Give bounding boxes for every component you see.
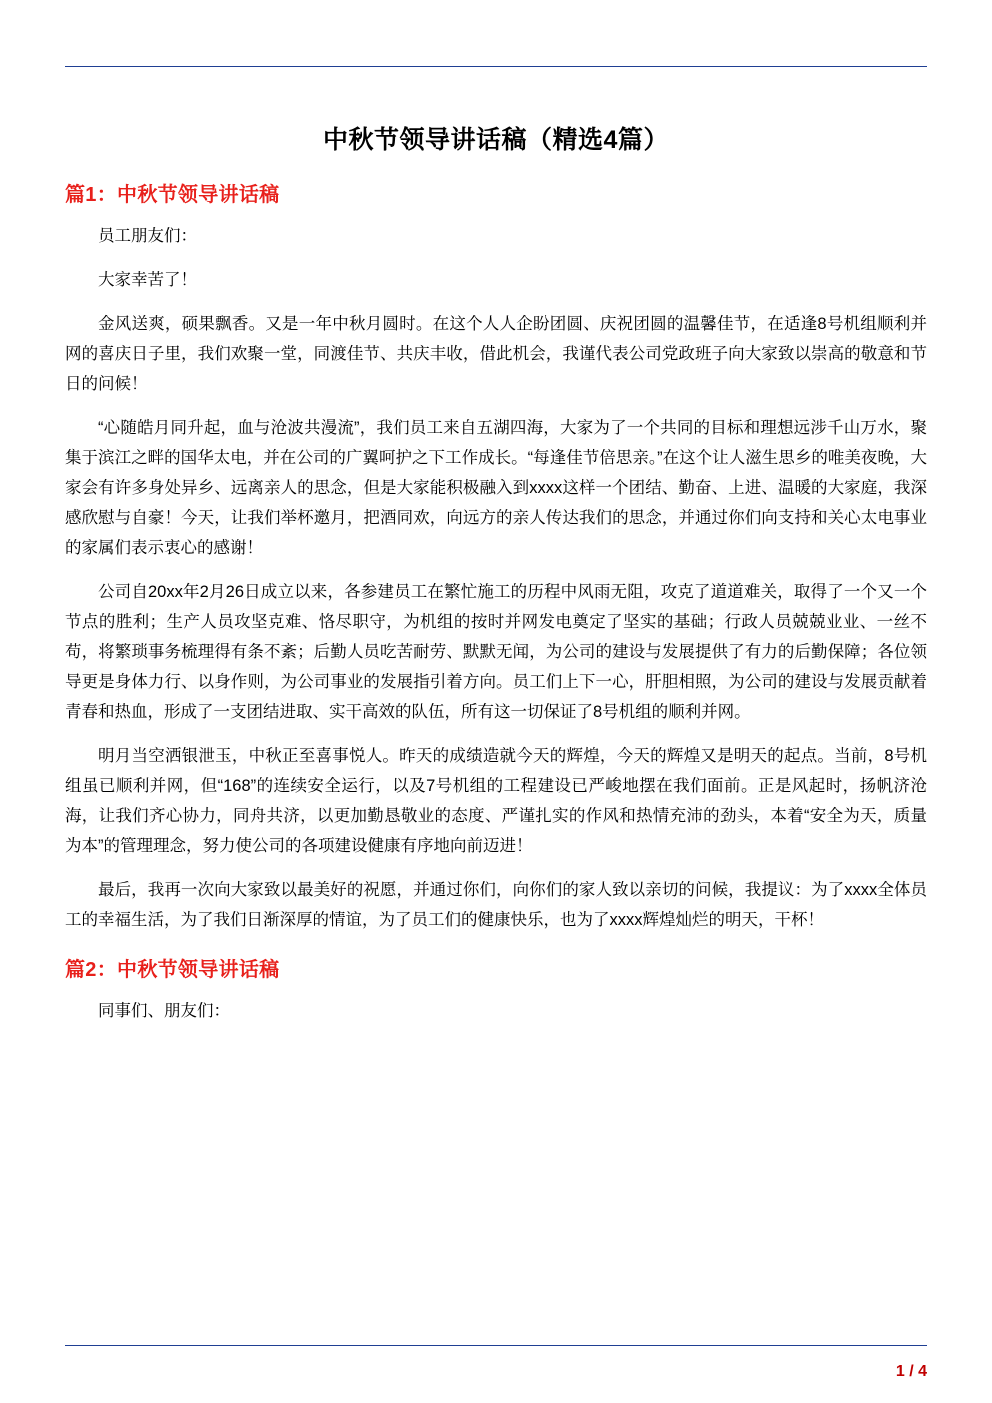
footer-divider	[65, 1345, 927, 1346]
section-heading-1: 篇1：中秋节领导讲话稿	[65, 184, 280, 206]
paragraph: 大家幸苦了！	[98, 271, 197, 289]
paragraph: “心随皓月同升起，血与沧波共漫流”，我们员工来自五湖四海，大家为了一个共同的目标和理想远涉千山万水，聚集于滨江之畔的国华太电，并在公司的广翼呵护之下工作成长。“每逢佳节倍思亲。”在这个让人滋生思乡的唯美夜晚，大家会有许多身处异乡、远离亲人的思念，但是大家能积极融入到xxxx这样一个团结、勤奋、上进、温暖的大家庭，我深感欣慰与自豪！今天，让我们举杯邀月，把酒同欢，向远方的亲人传达我们的思念，并通过你们向支持和关心太电事业的家属们表示衷心的感谢！	[65, 419, 927, 557]
document-content	[65, 104, 927, 1040]
paragraph: 最后，我再一次向大家致以最美好的祝愿，并通过你们，向你们的家人致以亲切的问候，我提议：为了xxxx全体员工的幸福生活，为了我们日渐深厚的情谊，为了员工们的健康快乐，也为了xxxx辉煌灿烂的明天，干杯！	[65, 881, 927, 929]
paragraph: 员工朋友们：	[98, 227, 197, 245]
paragraph: 明月当空洒银泄玉，中秋正至喜事悦人。昨天的成绩造就今天的辉煌，今天的辉煌又是明天的起点。当前，8号机组虽已顺利并网，但“168”的连续安全运行，以及7号机组的工程建设已严峻地摆在我们面前。正是风起时，扬帆济沧海，让我们齐心协力，同舟共济，以更加勤恳敬业的态度、严谨扎实的作风和热情充沛的劲头，本着“安全为天，质量为本”的管理理念，努力使公司的各项建设健康有序地向前迈进！	[65, 747, 927, 855]
page-title: 中秋节领导讲话稿（精选4篇）	[323, 126, 669, 154]
header-divider	[65, 66, 927, 67]
paragraph: 同事们、朋友们：	[98, 1002, 230, 1020]
paragraph: 金风送爽，硕果飘香。又是一年中秋月圆时。在这个人人企盼团圆、庆祝团圆的温馨佳节，在适逢8号机组顺利并网的喜庆日子里，我们欢聚一堂，同渡佳节、共庆丰收，借此机会，我谨代表公司党政班子向大家致以崇高的敬意和节日的问候！	[65, 315, 927, 393]
section-heading-2: 篇2：中秋节领导讲话稿	[65, 959, 280, 981]
page-number: 1 / 4	[895, 1363, 927, 1380]
paragraph: 公司自20xx年2月26日成立以来，各参建员工在繁忙施工的历程中风雨无阻，攻克了道道难关，取得了一个又一个节点的胜利；生产人员攻坚克难、恪尽职守，为机组的按时并网发电奠定了坚实的基础；行政人员兢兢业业、一丝不苟，将繁琐事务梳理得有条不紊；后勤人员吃苦耐劳、默默无闻，为公司的建设与发展提供了有力的后勤保障；各位领导更是身体力行、以身作则，为公司事业的发展指引着方向。员工们上下一心，肝胆相照，为公司的建设与发展贡献着青春和热血，形成了一支团结进取、实干高效的队伍，所有这一切保证了8号机组的顺利并网。	[65, 583, 927, 721]
